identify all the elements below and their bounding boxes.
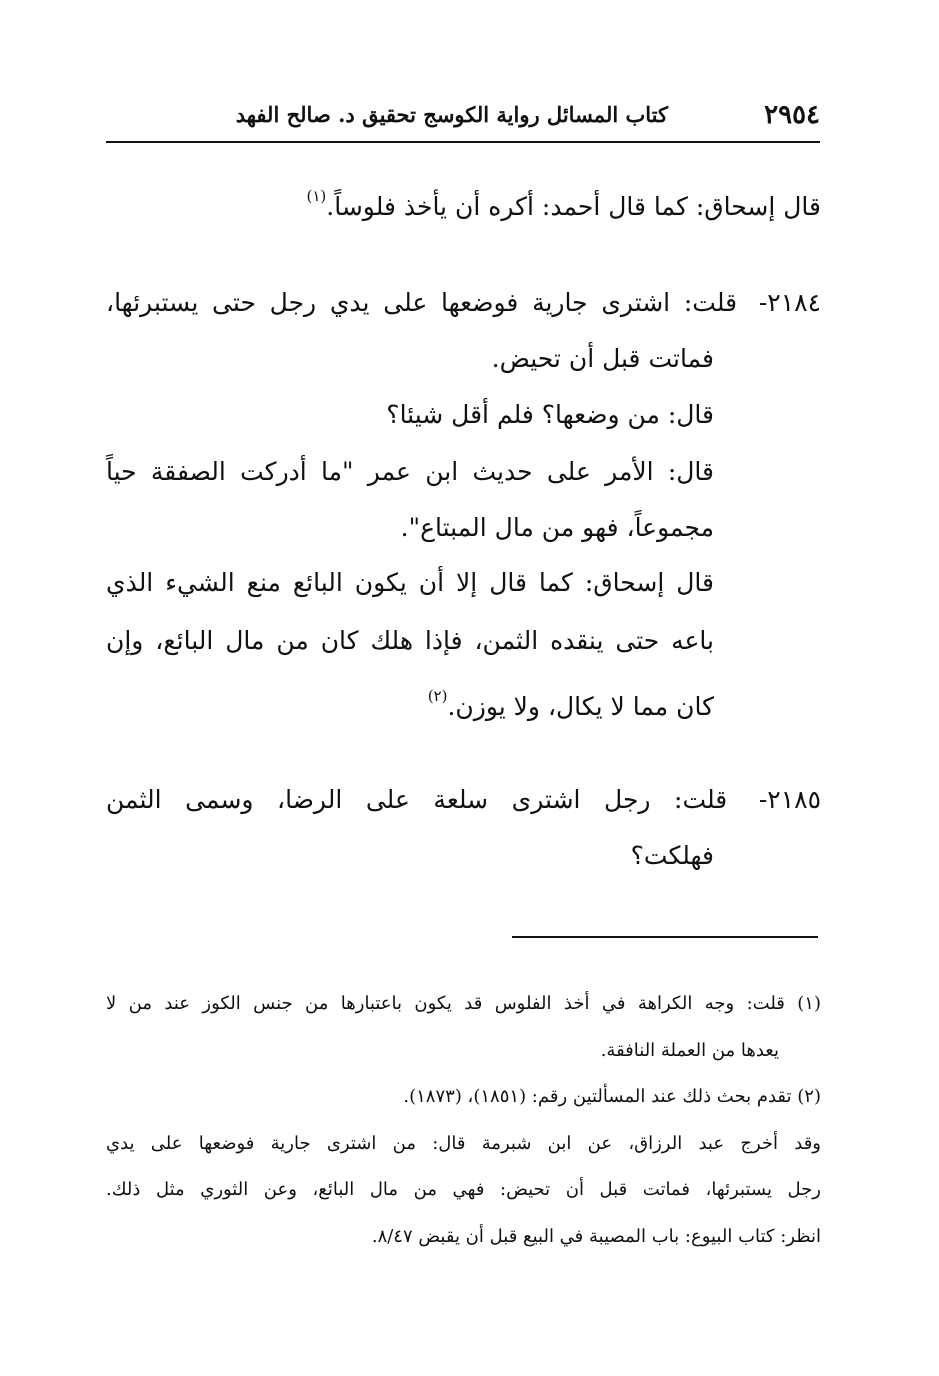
footnote-line: يعدها من العملة النافقة. <box>600 1040 779 1061</box>
question-2185-line <box>106 780 821 820</box>
question-number: ٢١٨٤- <box>758 288 821 317</box>
text-line-content: قلت: رجل اشترى سلعة على الرضا، وسمى الثمن <box>106 785 728 814</box>
footnote-marker: (٢) <box>427 687 448 705</box>
text-line: قال إسحاق: كما قال إلا أن يكون البائع منع الشيء الذي <box>106 568 714 597</box>
footnote-line: وقد أخرج عبد الرزاق، عن ابن شبرمة قال: من اشترى جارية فوضعها على يدي <box>106 1133 821 1154</box>
question-2184-line <box>106 283 821 323</box>
text-line-content: كان مما لا يكال، ولا يوزن. <box>447 692 714 721</box>
text-line: باعه حتى ينقده الثمن، فإذا هلك كان من مال البائع، وإن <box>106 626 714 655</box>
running-title: كتاب المسائل رواية الكوسج تحقيق د. صالح الفهد <box>235 102 668 127</box>
text-line-content: قال إسحاق: كما قال أحمد: أكره أن يأخذ فلوساً. <box>326 192 821 221</box>
text-line <box>106 676 714 727</box>
text-line: قال: من وضعها؟ فلم أقل شيئا؟ <box>386 400 714 429</box>
footnote-line: (٢) تقدم بحث ذلك عند المسألتين رقم: (١٨٥١)، (١٨٧٣). <box>403 1086 821 1107</box>
page-number: ٢٩٥٤ <box>764 100 820 130</box>
footnote-line: انظر: كتاب البيوع: باب المصيبة في البيع قبل أن يقبض ٨/٤٧. <box>371 1226 821 1247</box>
text-line: فهلكت؟ <box>630 841 714 870</box>
question-number: ٢١٨٥- <box>758 785 821 814</box>
footnote-line: رجل يستبرئها، فماتت قبل أن تحيض: فهي من مال البائع، وعن الثوري مثل ذلك. <box>106 1179 821 1200</box>
footnote-line: (١) قلت: وجه الكراهة في أخذ الفلوس قد يكون باعتبارها من جنس الكوز عند من لا <box>106 993 821 1014</box>
text-line: مجموعاً، فهو من مال المبتاع". <box>400 513 714 542</box>
page-header <box>106 98 820 138</box>
footnote-divider <box>512 936 818 938</box>
text-line <box>106 176 821 227</box>
text-line-content: قلت: اشترى جارية فوضعها على يدي رجل حتى يستبرئها، <box>106 288 738 317</box>
text-line: قال: الأمر على حديث ابن عمر "ما أدركت الصفقة حياً <box>106 457 714 486</box>
header-divider <box>106 141 820 143</box>
footnote-marker: (١) <box>306 187 327 205</box>
text-line: فماتت قبل أن تحيض. <box>491 344 714 373</box>
